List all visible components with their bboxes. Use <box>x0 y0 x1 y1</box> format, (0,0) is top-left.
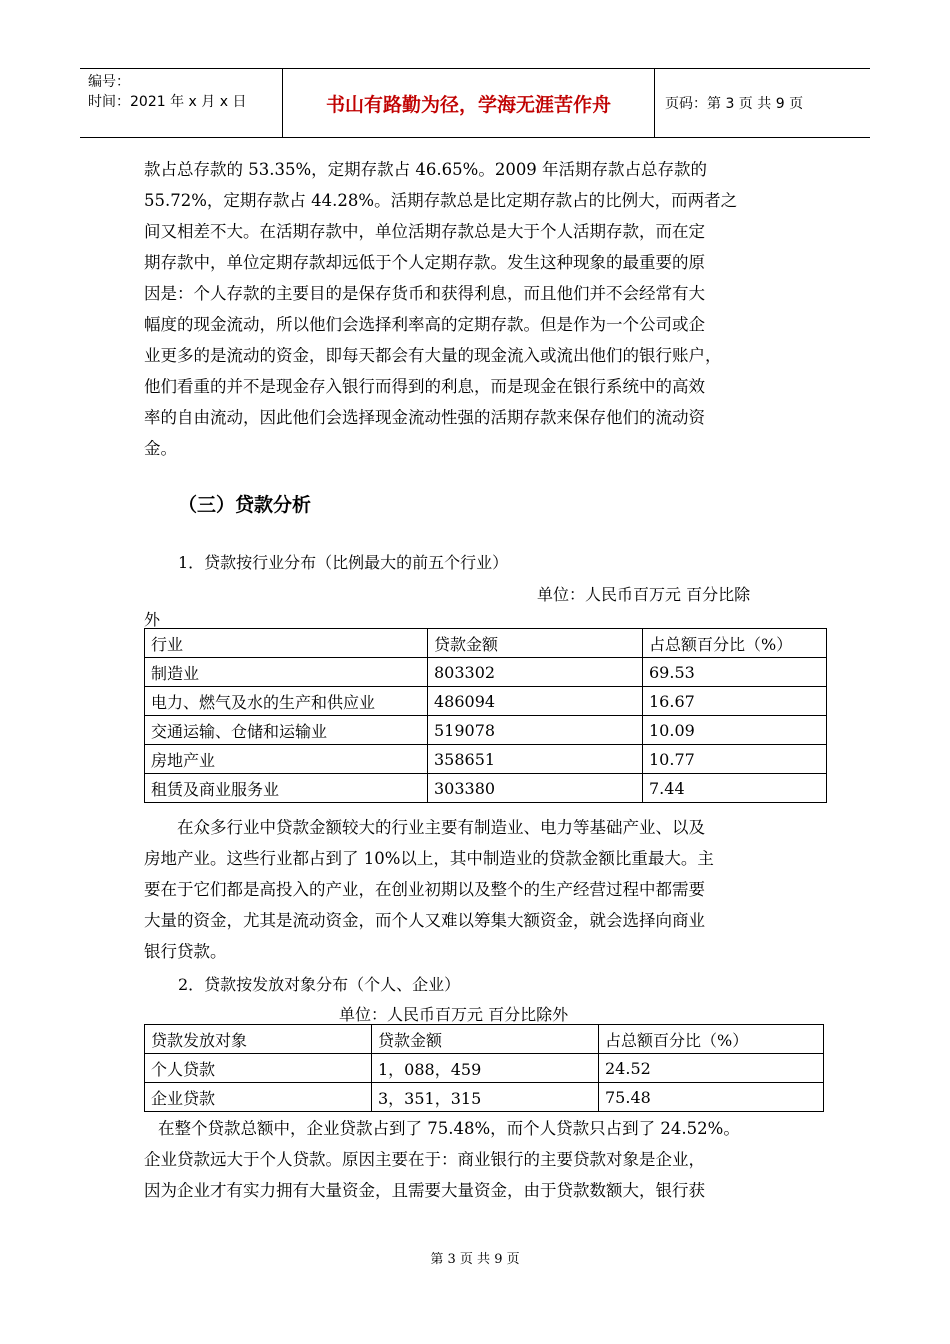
table-cell: 个人贷款 <box>145 1054 372 1083</box>
text-line: 大量的资金，尤其是流动资金，而个人又难以筹集大额资金，就会选择向商业 <box>144 911 705 930</box>
subsection-title-borrower: 2．贷款按发放对象分布（个人、企业） <box>178 975 461 994</box>
table-header-row <box>145 1025 824 1054</box>
table-cell: 358651 <box>428 745 643 774</box>
document-date-label: 时间：2021 年 x 月 x 日 <box>88 94 247 110</box>
section-heading-loan-analysis: （三）贷款分析 <box>178 494 312 516</box>
table-cell: 制造业 <box>145 658 428 687</box>
text-line: 企业贷款远大于个人贷款。原因主要在于：商业银行的主要贷款对象是企业， <box>144 1150 705 1169</box>
unit-note-borrower: 单位：人民币百万元 百分比除外 <box>339 1005 569 1024</box>
unit-note-industry: 单位：人民币百万元 百分比除 <box>537 585 751 604</box>
table-header-cell: 贷款发放对象 <box>145 1025 372 1054</box>
table-row <box>145 716 827 745</box>
table-row <box>145 687 827 716</box>
text-line: 因是：个人存款的主要目的是保存货币和获得利息，而且他们并不会经常有大 <box>144 284 705 303</box>
table-cell: 房地产业 <box>145 745 428 774</box>
table-cell: 10.77 <box>643 745 827 774</box>
table-cell: 24.52 <box>599 1054 824 1083</box>
text-line: 55.72%，定期存款占 44.28%。活期存款总是比定期存款占的比例大，而两者之 <box>144 191 738 210</box>
table-cell: 电力、燃气及水的生产和供应业 <box>145 687 428 716</box>
document-number-label: 编号： <box>88 74 130 90</box>
page-header <box>80 68 870 138</box>
table-row <box>145 745 827 774</box>
table-header-cell: 贷款金额 <box>428 629 643 658</box>
table-header-cell: 贷款金额 <box>372 1025 599 1054</box>
text-line: 间又相差不大。在活期存款中，单位活期存款总是大于个人活期存款，而在定 <box>144 222 705 241</box>
paragraph-industry-analysis <box>144 812 806 967</box>
text-line: 在整个贷款总额中，企业贷款占到了 75.48%，而个人贷款只占到了 24.52%。 <box>158 1119 740 1138</box>
text-line: 在众多行业中贷款金额较大的行业主要有制造业、电力等基础产业、以及 <box>177 818 705 837</box>
text-line: 金。 <box>144 439 177 458</box>
table-header-cell: 行业 <box>145 629 428 658</box>
table-header-cell: 占总额百分比（%） <box>643 629 827 658</box>
header-motto: 书山有路勤为径，学海无涯苦作舟 <box>283 69 655 137</box>
subsection-title-industry: 1．贷款按行业分布（比例最大的前五个行业） <box>178 553 509 572</box>
text-line: 期存款中，单位定期存款却远低于个人定期存款。发生这种现象的最重要的原 <box>144 253 705 272</box>
text-line: 房地产业。这些行业都占到了 10%以上，其中制造业的贷款金额比重最大。主 <box>144 849 714 868</box>
table-cell: 803302 <box>428 658 643 687</box>
table-cell: 3，351，315 <box>372 1083 599 1112</box>
unit-note-industry-cont: 外 <box>144 610 161 629</box>
table-cell: 交通运输、仓储和运输业 <box>145 716 428 745</box>
page-footer: 第 3 页 共 9 页 <box>430 1252 520 1267</box>
paragraph-deposits <box>144 154 806 464</box>
text-line: 款占总存款的 53.35%，定期存款占 46.65%。2009 年活期存款占总存款的 <box>144 160 708 179</box>
table-cell: 75.48 <box>599 1083 824 1112</box>
text-line: 银行贷款。 <box>144 942 227 961</box>
table-cell: 7.44 <box>643 774 827 803</box>
text-line: 他们看重的并不是现金存入银行而得到的利息，而是现金在银行系统中的高效 <box>144 377 705 396</box>
industry-loan-table <box>144 628 827 803</box>
table-header-cell: 占总额百分比（%） <box>599 1025 824 1054</box>
text-line: 幅度的现金流动，所以他们会选择利率高的定期存款。但是作为一个公司或企 <box>144 315 705 334</box>
table-cell: 69.53 <box>643 658 827 687</box>
table-cell: 租赁及商业服务业 <box>145 774 428 803</box>
table-cell: 303380 <box>428 774 643 803</box>
table-cell: 企业贷款 <box>145 1083 372 1112</box>
table-cell: 1，088，459 <box>372 1054 599 1083</box>
header-page-label: 页码：第 3 页 共 9 页 <box>665 96 804 112</box>
borrower-loan-table <box>144 1024 824 1112</box>
table-cell: 10.09 <box>643 716 827 745</box>
paragraph-borrower-analysis <box>144 1113 806 1206</box>
table-row <box>145 1054 824 1083</box>
table-row <box>145 658 827 687</box>
table-row <box>145 774 827 803</box>
table-cell: 519078 <box>428 716 643 745</box>
text-line: 因为企业才有实力拥有大量资金，且需要大量资金，由于贷款数额大，银行获 <box>144 1181 705 1200</box>
table-header-row <box>145 629 827 658</box>
table-row <box>145 1083 824 1112</box>
header-left-cell <box>80 69 283 137</box>
text-line: 要在于它们都是高投入的产业，在创业初期以及整个的生产经营过程中都需要 <box>144 880 705 899</box>
text-line: 率的自由流动，因此他们会选择现金流动性强的活期存款来保存他们的流动资 <box>144 408 705 427</box>
table-cell: 486094 <box>428 687 643 716</box>
text-line: 业更多的是流动的资金，即每天都会有大量的现金流入或流出他们的银行账户， <box>144 346 722 365</box>
table-cell: 16.67 <box>643 687 827 716</box>
